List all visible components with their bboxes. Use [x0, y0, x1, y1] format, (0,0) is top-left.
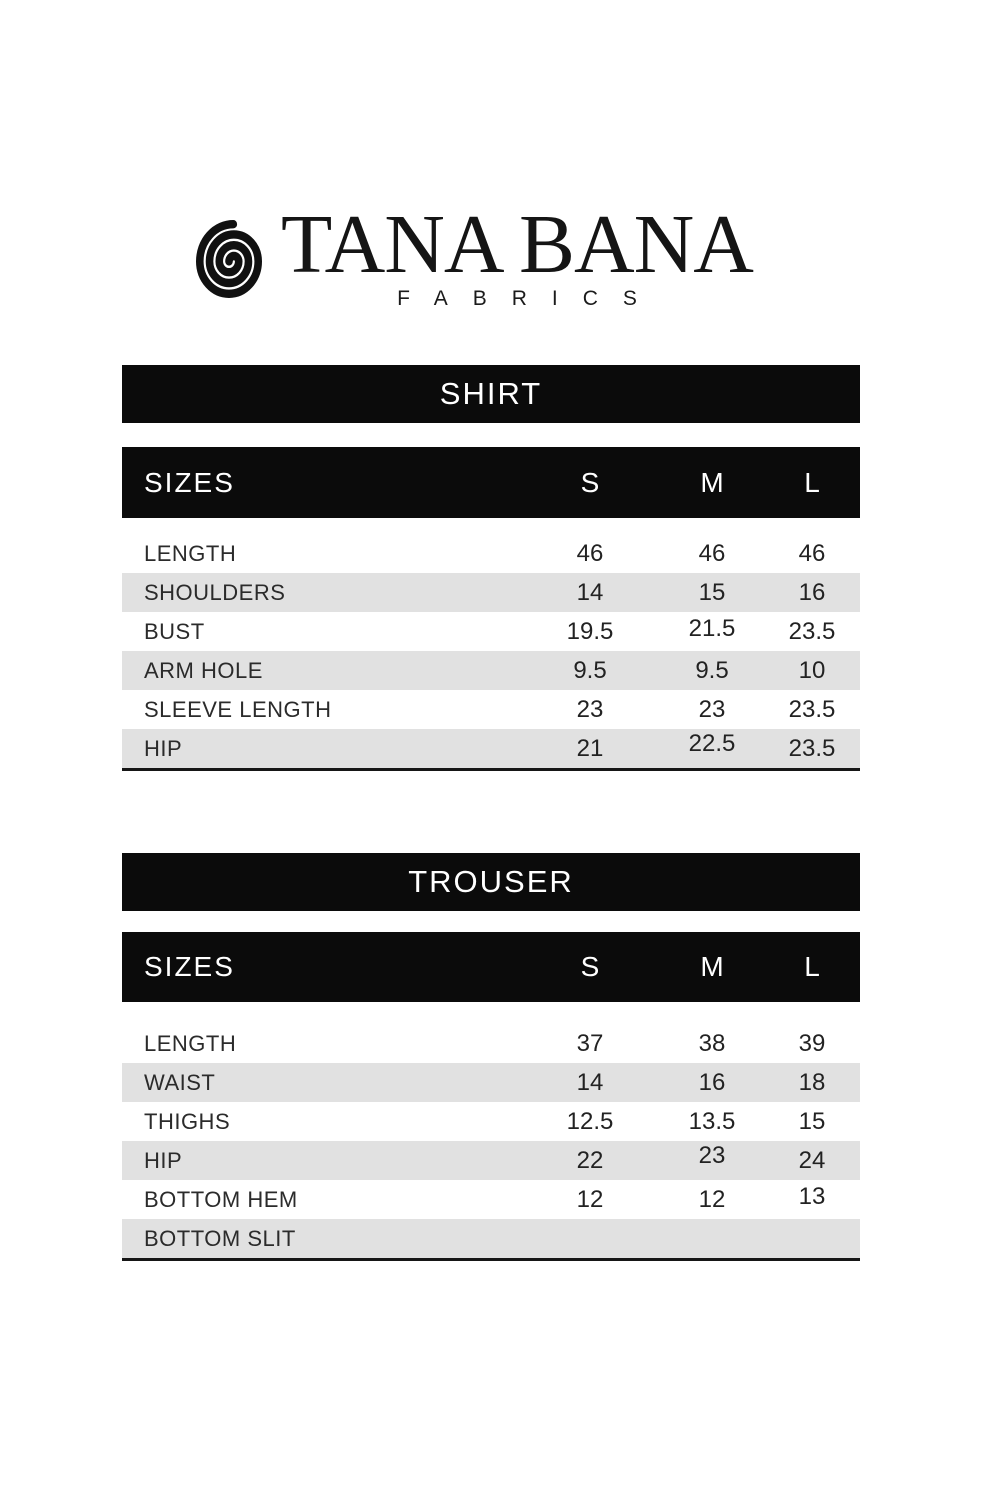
value-s: 46	[576, 539, 604, 567]
brand-name: TANA BANA	[281, 198, 753, 291]
value-m: 12	[698, 1185, 726, 1213]
value-l: 23.5	[788, 617, 836, 645]
shirt-col-l: L	[804, 466, 820, 498]
trouser-table	[122, 1024, 860, 1261]
value-l: 18	[798, 1068, 826, 1096]
value-s: 37	[576, 1029, 604, 1057]
value-l: 10	[798, 656, 826, 684]
value-m: 9.5	[695, 656, 729, 684]
value-m: 13.5	[688, 1107, 736, 1135]
value-m: 38	[698, 1029, 726, 1057]
value-s: 19.5	[566, 617, 614, 645]
table-row	[122, 1219, 860, 1258]
table-row	[122, 612, 860, 651]
value-l: 16	[798, 578, 826, 606]
table-row	[122, 1180, 860, 1219]
value-l: 23.5	[788, 734, 836, 762]
row-label: BOTTOM HEM	[144, 1186, 298, 1212]
row-label: BUST	[144, 618, 205, 644]
table-row	[122, 729, 860, 768]
row-label: THIGHS	[144, 1108, 231, 1134]
row-label: BOTTOM SLIT	[144, 1225, 296, 1251]
value-m: 46	[698, 539, 726, 567]
shirt-col-s: S	[580, 466, 600, 498]
value-m: 23	[698, 1141, 726, 1169]
trouser-sizes-header	[122, 932, 860, 1002]
value-l: 24	[798, 1146, 826, 1174]
shirt-title-bar	[122, 365, 860, 423]
value-l: 15	[798, 1107, 826, 1135]
value-s: 21	[576, 734, 604, 762]
table-row	[122, 1024, 860, 1063]
value-m: 16	[698, 1068, 726, 1096]
row-label: HIP	[144, 735, 183, 761]
row-label: LENGTH	[144, 540, 237, 566]
value-l: 23.5	[788, 695, 836, 723]
trouser-title-bar	[122, 853, 860, 911]
trouser-col-l: L	[804, 951, 820, 982]
table-row	[122, 651, 860, 690]
table-row	[122, 534, 860, 573]
row-label: ARM HOLE	[144, 657, 263, 683]
shirt-title: SHIRT	[439, 376, 543, 411]
row-label: SLEEVE LENGTH	[144, 696, 332, 722]
value-l: 13	[798, 1182, 826, 1210]
shirt-sizes-label: SIZES	[144, 466, 235, 498]
trouser-sizes-label: SIZES	[144, 951, 235, 982]
table-row	[122, 573, 860, 612]
row-label: LENGTH	[144, 1030, 237, 1056]
shirt-col-m: M	[700, 466, 724, 498]
spiral-icon	[196, 220, 262, 298]
row-label: HIP	[144, 1147, 183, 1173]
value-s: 23	[576, 695, 604, 723]
value-s: 14	[576, 1068, 604, 1096]
value-s: 9.5	[573, 656, 607, 684]
brand-subtitle: FABRICS	[397, 287, 662, 310]
trouser-col-s: S	[580, 951, 600, 982]
value-m: 21.5	[688, 614, 736, 642]
shirt-table	[122, 534, 860, 771]
value-s: 12.5	[566, 1107, 614, 1135]
trouser-col-m: M	[700, 951, 724, 982]
value-l: 46	[798, 539, 826, 567]
row-label: WAIST	[144, 1069, 216, 1095]
value-m: 23	[698, 695, 726, 723]
row-label: SHOULDERS	[144, 579, 286, 605]
shirt-sizes-header	[122, 447, 860, 518]
value-s: 14	[576, 578, 604, 606]
value-m: 22.5	[688, 729, 736, 757]
table-row	[122, 1141, 860, 1180]
value-m: 15	[698, 578, 726, 606]
value-l: 39	[798, 1029, 826, 1057]
value-s: 12	[576, 1185, 604, 1213]
table-row	[122, 1102, 860, 1141]
trouser-title: TROUSER	[408, 864, 574, 899]
value-s: 22	[576, 1146, 604, 1174]
table-row	[122, 690, 860, 729]
table-row	[122, 1063, 860, 1102]
